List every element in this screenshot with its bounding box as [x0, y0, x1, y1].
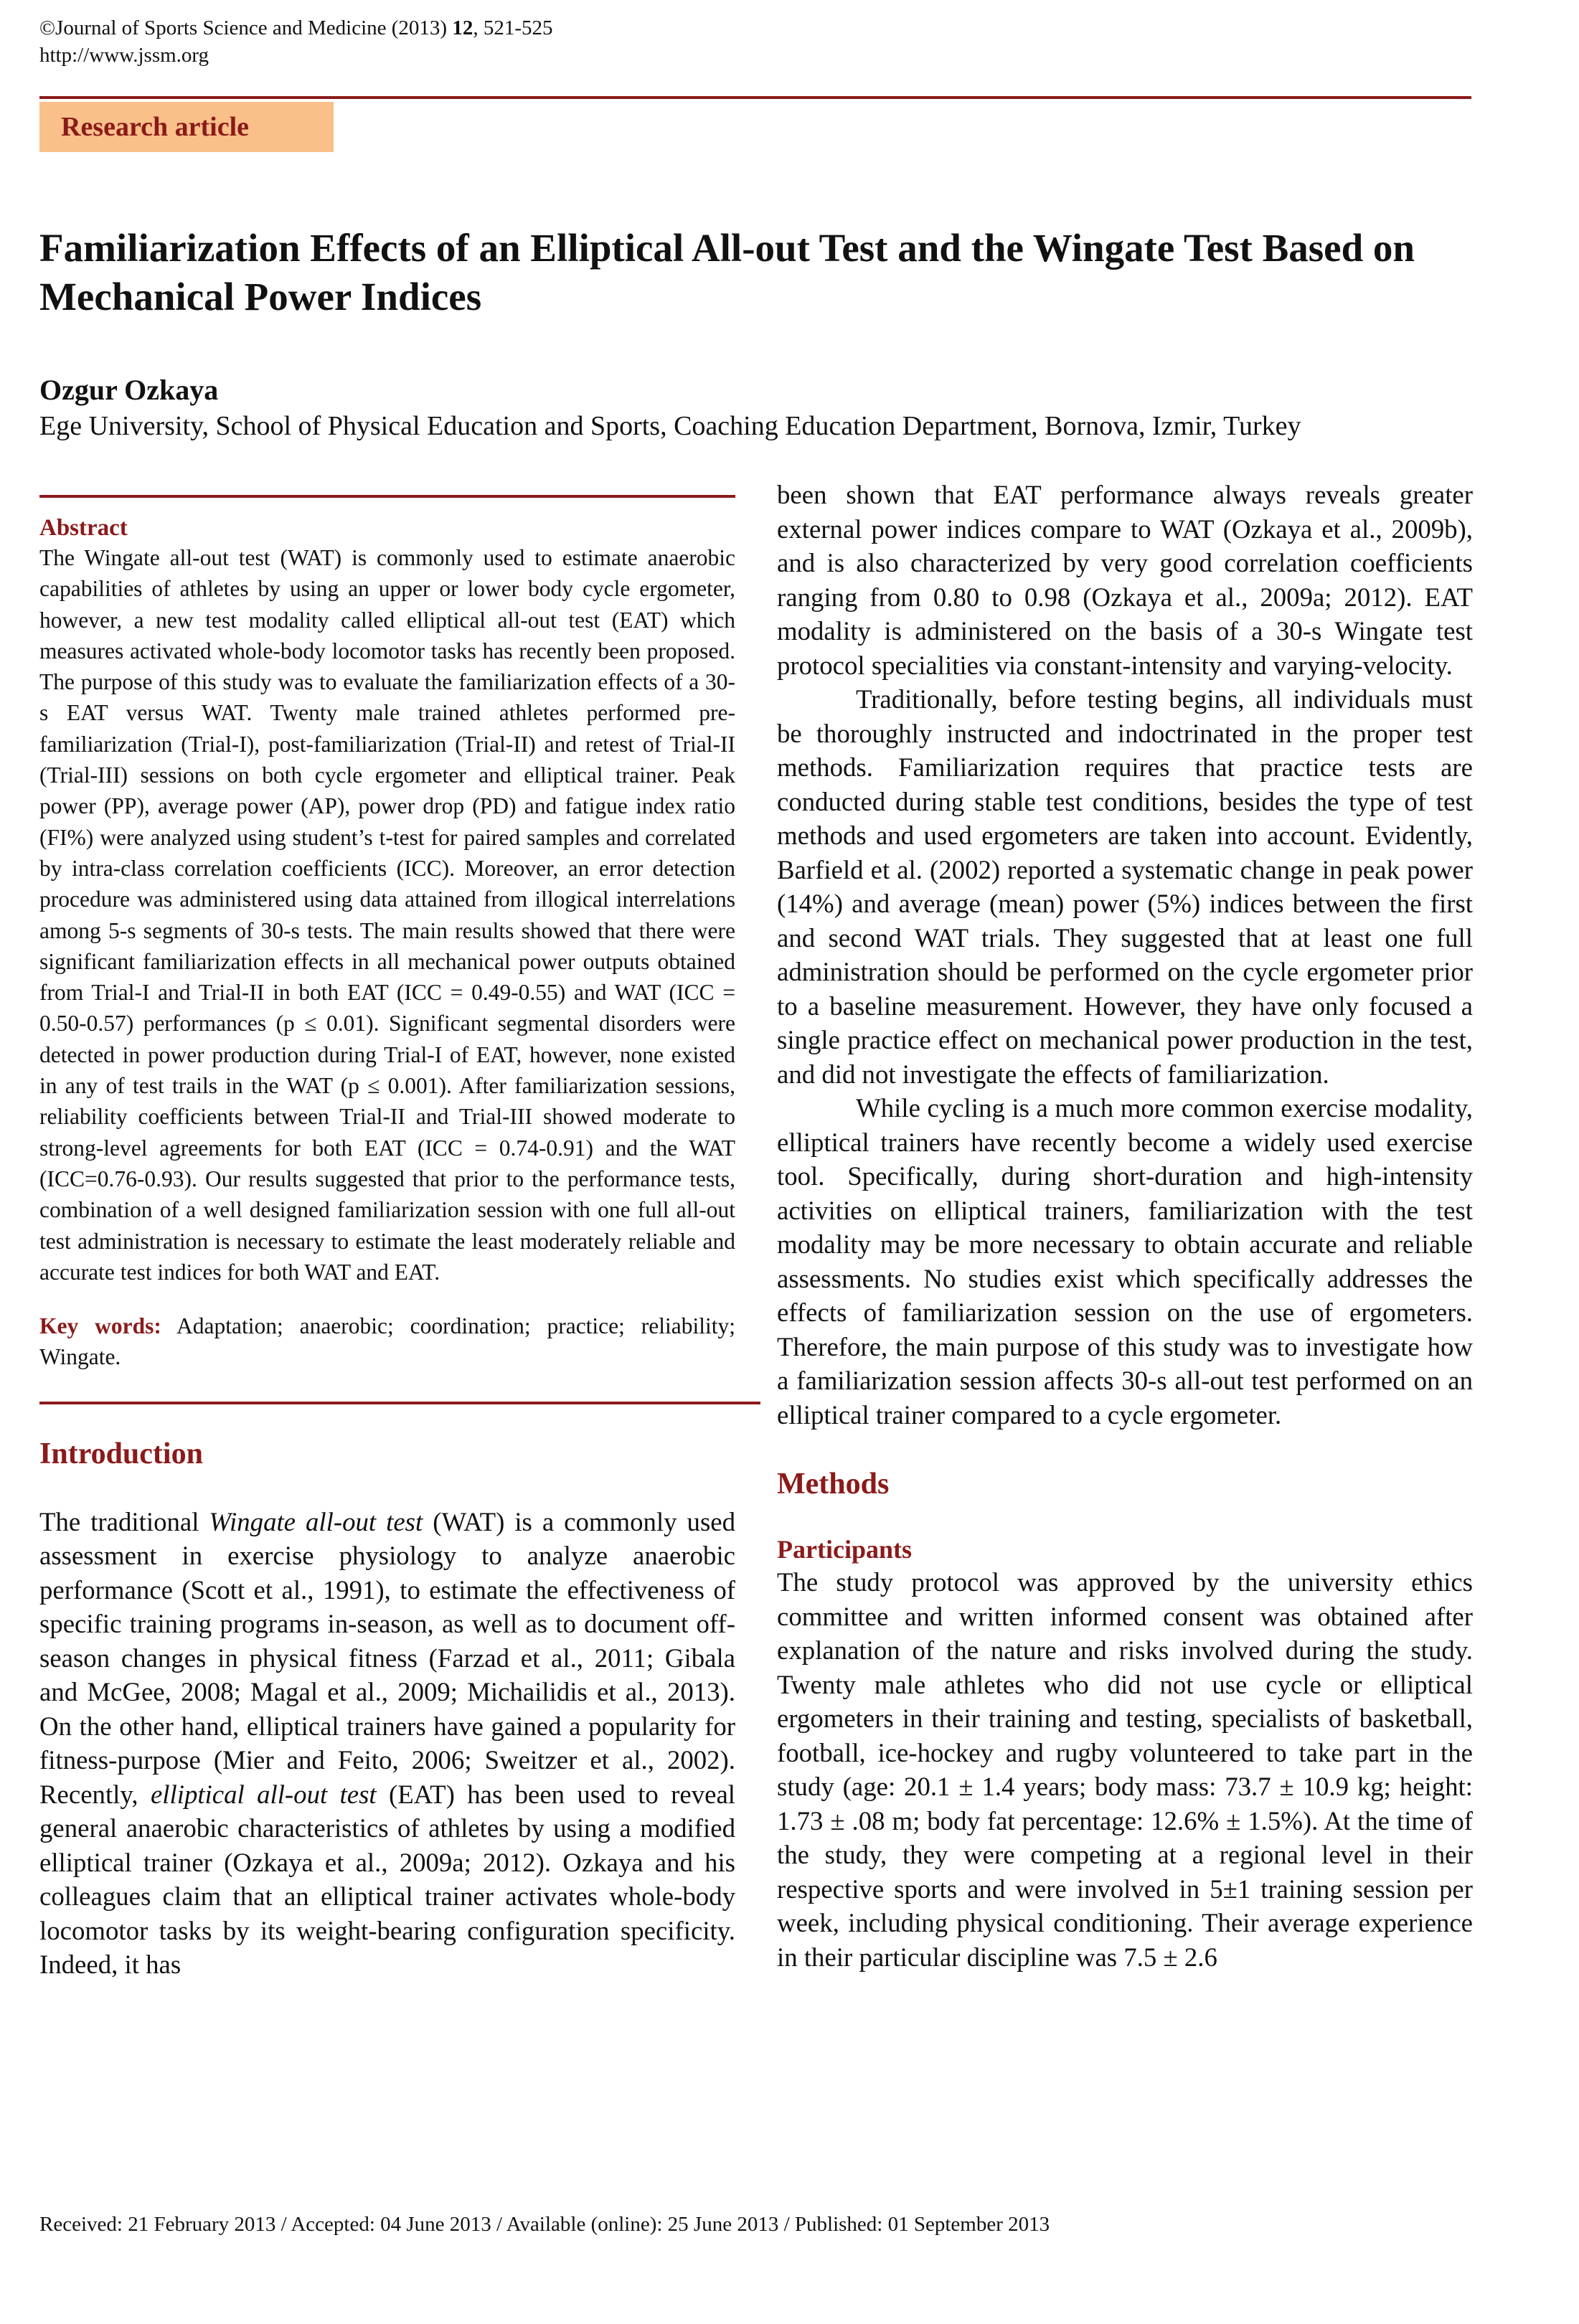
- introduction-paragraph-3: While cycling is a much more common exercise modality, elliptical trainers have recently become a widely used exercise tool. Specifically, during short-duration and high-intensity activities on elliptical trainers, familiarization with the test modality may be more necessary to obtain accurate and reliable assessments. No studies exist which specifically addresses the effects of familiarization session on the use of ergometers. Therefore, the main purpose of this study was to investigate how a familiarization session affects 30-s all-out test performed on an elliptical trainer compared to a cycle ergometer.: [777, 1093, 1473, 1430]
- paper-title: Familiarization Effects of an Elliptical All-out Test and the Wingate Test Based on Mechanical Power Indices: [39, 226, 1415, 318]
- author-name: Ozgur Ozkaya: [39, 374, 219, 406]
- introduction-heading: Introduction: [39, 1437, 203, 1470]
- right-column: [777, 478, 1473, 1974]
- header-rule: [39, 96, 1471, 99]
- left-column: [39, 495, 735, 1982]
- participants-heading: Participants: [777, 1535, 912, 1564]
- keywords: [39, 1310, 735, 1373]
- journal-citation: ©Journal of Sports Science and Medicine (2013) 12, 521-525: [39, 16, 553, 39]
- introduction-paragraph-1-continued: been shown that EAT performance always reveals greater external power indices compare to WAT (Ozkaya et al., 2009b), and is also characterized by very good correlation coefficients ranging from 0.80 to 0.98 (Ozkaya et al., 2009a; 2012). EAT modality is administered on the basis of a 30-s Wingate test protocol specialities via constant-intensity and varying-velocity.: [777, 480, 1473, 680]
- abstract-bottom-rule: [39, 1402, 760, 1404]
- keywords-label: Key words:: [39, 1313, 161, 1339]
- methods-heading: Methods: [777, 1468, 890, 1501]
- publication-dates-footer: Received: 21 February 2013 / Accepted: 04 June 2013 / Available (online): 25 June 2013 / Published: 01 September 2013: [39, 2213, 1050, 2236]
- abstract-heading: Abstract: [39, 515, 128, 541]
- author-affiliation: Ege University, School of Physical Education and Sports, Coaching Education Department, Bornova, Izmir, Turkey: [39, 411, 1301, 441]
- abstract-text: The Wingate all-out test (WAT) is commonly used to estimate anaerobic capabilities of athletes by using an upper or lower body cycle ergometer, however, a new test modality called elliptical all-out test (EAT) which measures activated whole-body locomotor tasks has recently been proposed. The purpose of this study was to evaluate the familiarization effects of a 30-s EAT versus WAT. Twenty male trained athletes performed pre-familiarization (Trial-I), post-familiarization (Trial-II) and retest of Trial-II (Trial-III) sessions on both cycle ergometer and elliptical trainer. Peak power (PP), average power (AP), power drop (PD) and fatigue index ratio (FI%) were analyzed using student’s t-test for paired samples and correlated by intra-class correlation coefficients (ICC). Moreover, an error detection procedure was administered using data attained from illogical interrelations among 5-s segments of 30-s tests. The main results showed that there were significant familiarization effects in all mechanical power outputs obtained from Trial-I and Trial-II in both EAT (ICC = 0.49-0.55) and WAT (ICC = 0.50-0.57) performances (p ≤ 0.01). Significant segmental disorders were detected in power production during Trial-I of EAT, however, none existed in any of test trails in the WAT (p ≤ 0.001). After familiarization sessions, reliability coefficients between Trial-II and Trial-III showed moderate to strong-level agreements for both EAT (ICC = 0.74-0.91) and the WAT (ICC=0.76-0.93). Our results suggested that prior to the performance tests, combination of a well designed familiarization session with one full all-out test administration is necessary to estimate the least moderately reliable and accurate test indices for both WAT and EAT.: [39, 545, 735, 1285]
- journal-url[interactable]: http://www.jssm.org: [39, 44, 209, 67]
- introduction-paragraph-1: The traditional Wingate all-out test (WAT) is a commonly used assessment in exercise physiology to analyze anaerobic performance (Scott et al., 1991), to estimate the effectiveness of specific training programs in-season, as well as to document off-season changes in physical fitness (Farzad et al., 2011; Gibala and McGee, 2008; Magal et al., 2009; Michailidis et al., 2013). On the other hand, elliptical trainers have gained a popularity for fitness-purpose (Mier and Feito, 2006; Sweitzer et al., 2002). Recently, elliptical all-out test (EAT) has been used to reveal general anaerobic characteristics of athletes by using a modified elliptical trainer (Ozkaya et al., 2009a; 2012). Ozkaya and his colleagues claim that an elliptical trainer activates whole-body locomotor tasks by its weight-bearing configuration specificity. Indeed, it has: [39, 1506, 736, 1980]
- introduction-paragraph-2: Traditionally, before testing begins, all individuals must be thoroughly instructed and indoctrinated in the proper test methods. Familiarization requires that practice tests are conducted during stable test conditions, besides the type of test methods and used ergometers are taken into account. Evidently, Barfield et al. (2002) reported a systematic change in peak power (14%) and average (mean) power (5%) indices between the first and second WAT trials. They suggested that at least one full administration should be performed on the cycle ergometer prior to a baseline measurement. However, they have only focused a single practice effect on mechanical power production in the test, and did not investigate the effects of familiarization.: [777, 684, 1473, 1089]
- abstract-top-rule: [39, 495, 735, 498]
- journal-header: [39, 14, 553, 69]
- participants-paragraph: The study protocol was approved by the university ethics committee and written informed consent was obtained after explanation of the nature and risks involved during the study. Twenty male athletes who did not use cycle or elliptical ergometers in their training and testing, specialists of basketball, football, ice-hockey and rugby volunteered to take part in the study (age: 20.1 ± 1.4 years; body mass: 73.7 ± 10.9 kg; height: 1.73 ± .08 m; body fat percentage: 12.6% ± 1.5%). At the time of the study, they were competing at a regional level in their respective sports and were involved in 5±1 training session per week, including physical conditioning. Their average experience in their particular discipline was 7.5 ± 2.6: [777, 1567, 1473, 1972]
- keywords-text: Adaptation; anaerobic; coordination; practice; reliability; Wingate.: [39, 1313, 735, 1370]
- article-type-badge: Research article: [39, 102, 334, 152]
